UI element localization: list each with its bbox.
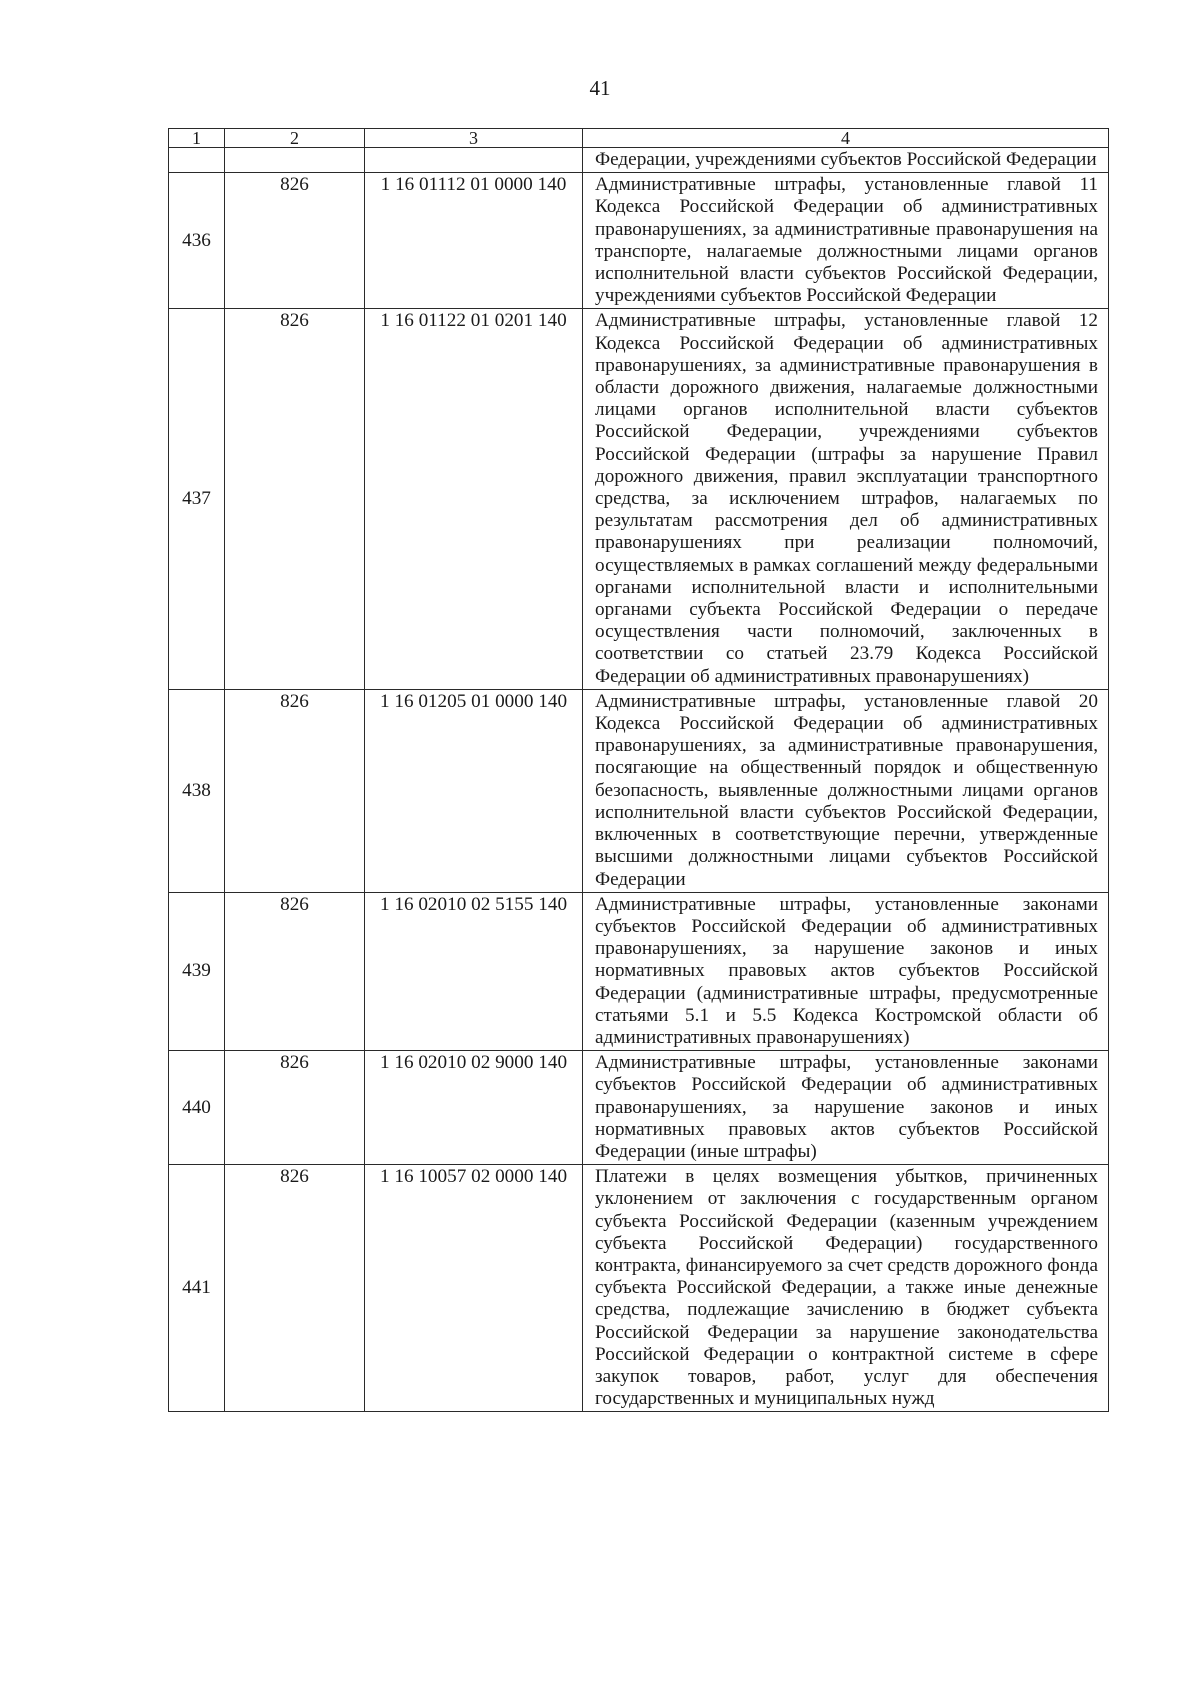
table-row [169,892,1109,1050]
revenue-description: Платежи в целях возмещения убытков, причиненных уклонением от заключения с государственным органом субъекта Российской Федерации (казенным учреждением субъекта Российской Федерации) государственного контракта, финансируемого за счет средств дорожного фонда субъекта Российской Федерации, а также иные денежные средства, подлежащие зачислению в бюджет субъекта Российской Федерации за нарушение законодательства Российской Федерации о контрактной системе в сфере закупок товаров, работ, услуг для обеспечения государственных и муниципальных нужд [583,1165,1109,1412]
row-number: 440 [169,1051,225,1165]
table-row [169,309,1109,689]
row-number [169,148,225,173]
row-number: 439 [169,892,225,1050]
table-row [169,689,1109,892]
page-number: 41 [589,76,611,100]
admin-code: 826 [225,1051,365,1165]
budget-classification-code: 1 16 10057 02 0000 140 [365,1165,583,1412]
revenue-description: Административные штрафы, установленные главой 12 Кодекса Российской Федерации об административных правонарушениях, за административные правонарушения в области дорожного движения, налагаемые должностными лицами органов исполнительной власти субъектов Российской Федерации, учреждениями субъектов Российской Федерации (штрафы за нарушение Правил дорожного движения, правил эксплуатации транспортного средства, за исключением штрафов, налагаемых по результатам рассмотрения дел об административных правонарушениях при реализации полномочий, осуществляемых в рамках соглашений между федеральными органами исполнительной власти и исполнительными органами субъекта Российской Федерации о передаче осуществления части полномочий, заключенных в соответствии со статьей 23.79 Кодекса Российской Федерации об административных правонарушениях) [583,309,1109,689]
revenue-description: Административные штрафы, установленные главой 11 Кодекса Российской Федерации об административных правонарушениях, за административные правонарушения на транспорте, налагаемые должностными лицами органов исполнительной власти субъектов Российской Федерации, учреждениями субъектов Российской Федерации [583,173,1109,309]
row-number: 438 [169,689,225,892]
table-row [169,173,1109,309]
revenue-description: Административные штрафы, установленные главой 20 Кодекса Российской Федерации об административных правонарушениях, за административные правонарушения, посягающие на общественный порядок и общественную безопасность, выявленные должностными лицами органов исполнительной власти субъектов Российской Федерации, включенных в соответствующие перечни, утвержденные высшими должностными лицами субъектов Российской Федерации [583,689,1109,892]
admin-code: 826 [225,689,365,892]
budget-classification-code: 1 16 02010 02 9000 140 [365,1051,583,1165]
column-header-3: 3 [365,129,583,148]
budget-classification-code: 1 16 01205 01 0000 140 [365,689,583,892]
revenue-description: Федерации, учреждениями субъектов Российской Федерации [583,148,1109,173]
admin-code: 826 [225,173,365,309]
row-number: 437 [169,309,225,689]
column-header-1: 1 [169,129,225,148]
budget-classification-code: 1 16 01112 01 0000 140 [365,173,583,309]
budget-classification-code: 1 16 02010 02 5155 140 [365,892,583,1050]
revenue-description: Административные штрафы, установленные законами субъектов Российской Федерации об административных правонарушениях, за нарушение законов и иных нормативных правовых актов субъектов Российской Федерации (иные штрафы) [583,1051,1109,1165]
admin-code: 826 [225,1165,365,1412]
row-number: 441 [169,1165,225,1412]
column-header-2: 2 [225,129,365,148]
revenue-description: Административные штрафы, установленные законами субъектов Российской Федерации об административных правонарушениях, за нарушение законов и иных нормативных правовых актов субъектов Российской Федерации (административные штрафы, предусмотренные статьями 5.1 и 5.5 Кодекса Костромской области об административных правонарушениях) [583,892,1109,1050]
budget-classification-code [365,148,583,173]
budget-classification-code: 1 16 01122 01 0201 140 [365,309,583,689]
admin-code: 826 [225,309,365,689]
table-row [169,1165,1109,1412]
budget-codes-table [168,128,1109,1412]
continuation-row [169,148,1109,173]
table-row [169,1051,1109,1165]
admin-code: 826 [225,892,365,1050]
column-header-4: 4 [583,129,1109,148]
row-number: 436 [169,173,225,309]
admin-code [225,148,365,173]
column-header-row [169,129,1109,148]
